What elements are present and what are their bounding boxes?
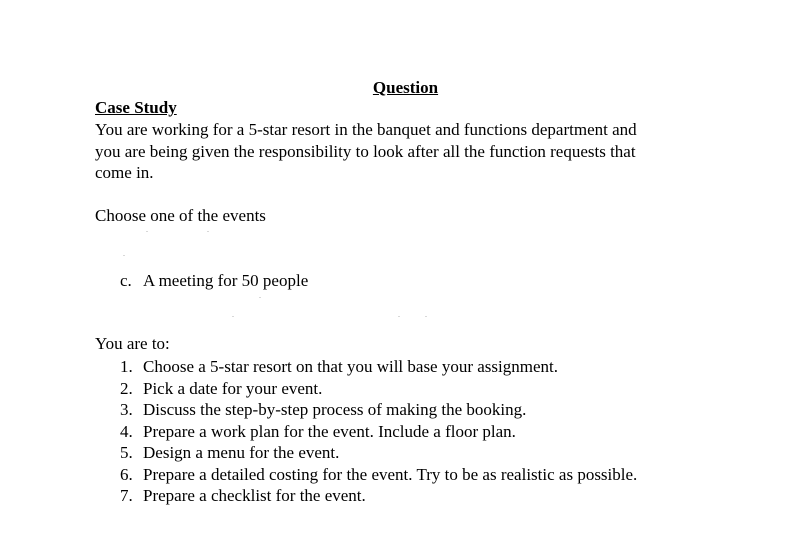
task-number: 7. [120, 486, 133, 505]
scan-speck [425, 316, 427, 317]
task-text: Choose a 5-star resort on that you will base your assignment. [143, 357, 559, 376]
choose-events-text: Choose one of the events [95, 206, 266, 225]
task-number: 4. [120, 421, 133, 441]
event-option [120, 271, 308, 291]
intro-line: You are working for a 5-star resort in the banquet and functions department and [95, 120, 637, 139]
task-text: Design a menu for the event. [143, 443, 340, 462]
task-item [120, 399, 637, 421]
task-number: 5. [120, 443, 133, 462]
scan-speck [398, 316, 400, 317]
task-text: Discuss the step-by-step process of making the booking. [143, 400, 527, 419]
task-list [120, 356, 637, 507]
intro-line: you are being given the responsibility to look after all the function requests that [95, 141, 636, 161]
task-number: 2. [120, 378, 133, 398]
task-item [120, 485, 637, 507]
task-item [120, 464, 637, 486]
intro-line: come in. [95, 163, 154, 182]
task-number: 3. [120, 400, 133, 419]
event-option-text: A meeting for 50 people [143, 271, 309, 290]
task-item [120, 421, 637, 443]
scan-speck [123, 255, 125, 256]
intro-paragraph [95, 119, 715, 184]
scan-speck [259, 297, 261, 298]
scan-speck [146, 231, 148, 232]
task-text: Prepare a checklist for the event. [143, 486, 366, 505]
tasks-intro: You are to: [95, 334, 170, 353]
case-study-title: Case Study [95, 98, 177, 117]
task-number: 6. [120, 464, 133, 484]
question-heading: Question [372, 78, 439, 97]
event-option-marker: c. [120, 271, 132, 290]
task-item [120, 356, 637, 378]
task-text: Pick a date for your event. [143, 378, 323, 398]
task-text: Prepare a detailed costing for the event. Try to be as realistic as possible. [143, 464, 638, 484]
scan-speck [207, 231, 209, 232]
task-item [120, 378, 637, 400]
scan-speck [232, 316, 234, 317]
task-number: 1. [120, 357, 133, 376]
task-text: Prepare a work plan for the event. Include a floor plan. [143, 421, 516, 441]
task-item [120, 442, 637, 464]
